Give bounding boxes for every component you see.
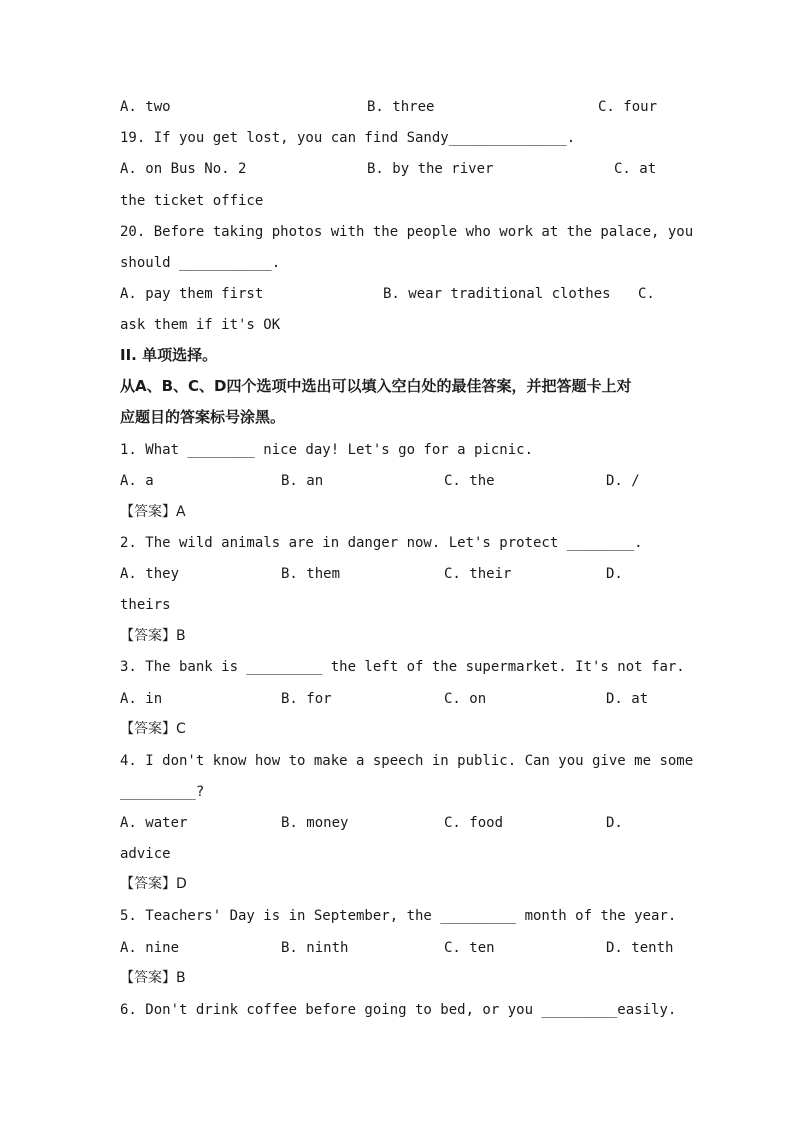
q6-question: 6. Don't drink coffee before going to bed, or you _________easily. [120, 1002, 677, 1018]
q20-option-a: A. pay them first [120, 286, 264, 302]
q3-option-d: D. at [606, 691, 649, 707]
q20-option-c: C. [638, 286, 655, 302]
q4-option-c: C. food [444, 815, 504, 831]
q1-option-d: D. / [606, 473, 640, 489]
answer-tag: 【答案】 [120, 628, 176, 644]
q5-answer-value: B [176, 970, 186, 986]
q18-option-c: C. four [598, 99, 658, 115]
q3-answer-value: C [176, 721, 186, 737]
q19-option-c: C. at [614, 161, 657, 177]
q3-option-a: A. in [120, 691, 163, 707]
q4-option-d: D. [606, 815, 623, 831]
q18-option-b: B. three [367, 99, 435, 115]
answer-tag: 【答案】 [120, 504, 176, 520]
q5-option-a: A. nine [120, 940, 180, 956]
q4-option-d-continued: advice [120, 846, 171, 862]
answer-tag: 【答案】 [120, 721, 176, 737]
q1-answer [120, 502, 186, 522]
q20-option-b: B. wear traditional clothes [383, 286, 611, 302]
q2-option-d-continued: theirs [120, 597, 171, 613]
q19-option-c-continued: the ticket office [120, 193, 264, 209]
q1-option-a: A. a [120, 473, 154, 489]
q1-answer-value: A [176, 504, 186, 520]
q3-option-b: B. for [281, 691, 332, 707]
q2-option-c: C. their [444, 566, 512, 582]
section-title: II. 单项选择。 [120, 346, 218, 364]
q4-answer [120, 874, 187, 894]
q5-answer [120, 968, 186, 988]
q5-option-b: B. ninth [281, 940, 349, 956]
q19-option-a: A. on Bus No. 2 [120, 161, 247, 177]
q4-option-a: A. water [120, 815, 188, 831]
section-instruction-line1: 从A、B、C、D四个选项中选出可以填入空白处的最佳答案，并把答题卡上对 [120, 377, 632, 395]
q20-question-line1: 20. Before taking photos with the people who work at the palace, you [120, 224, 694, 240]
q5-question: 5. Teachers' Day is in September, the _________ month of the year. [120, 908, 677, 924]
q3-question: 3. The bank is _________ the left of the supermarket. It's not far. [120, 659, 685, 675]
q3-answer [120, 719, 186, 739]
q4-option-b: B. money [281, 815, 349, 831]
q4-question-line2: _________? [120, 784, 205, 800]
q2-answer [120, 626, 186, 646]
q2-question: 2. The wild animals are in danger now. Let's protect ________. [120, 535, 643, 551]
q4-answer-value: D [176, 876, 187, 892]
q1-option-b: B. an [281, 473, 324, 489]
q20-question-line2: should ___________. [120, 255, 281, 271]
q5-option-c: C. ten [444, 940, 495, 956]
answer-tag: 【答案】 [120, 876, 176, 892]
q2-option-a: A. they [120, 566, 180, 582]
q5-option-d: D. tenth [606, 940, 674, 956]
answer-tag: 【答案】 [120, 970, 176, 986]
q4-question-line1: 4. I don't know how to make a speech in public. Can you give me some [120, 753, 694, 769]
q2-option-b: B. them [281, 566, 341, 582]
section-instruction-line2: 应题目的答案标号涂黑。 [120, 408, 286, 426]
q2-answer-value: B [176, 628, 186, 644]
q18-option-a: A. two [120, 99, 171, 115]
q1-option-c: C. the [444, 473, 495, 489]
q19-question: 19. If you get lost, you can find Sandy______________. [120, 130, 576, 146]
q20-option-c-continued: ask them if it's OK [120, 317, 281, 333]
q19-option-b: B. by the river [367, 161, 494, 177]
q2-option-d: D. [606, 566, 623, 582]
q3-option-c: C. on [444, 691, 487, 707]
q1-question: 1. What ________ nice day! Let's go for a picnic. [120, 442, 534, 458]
